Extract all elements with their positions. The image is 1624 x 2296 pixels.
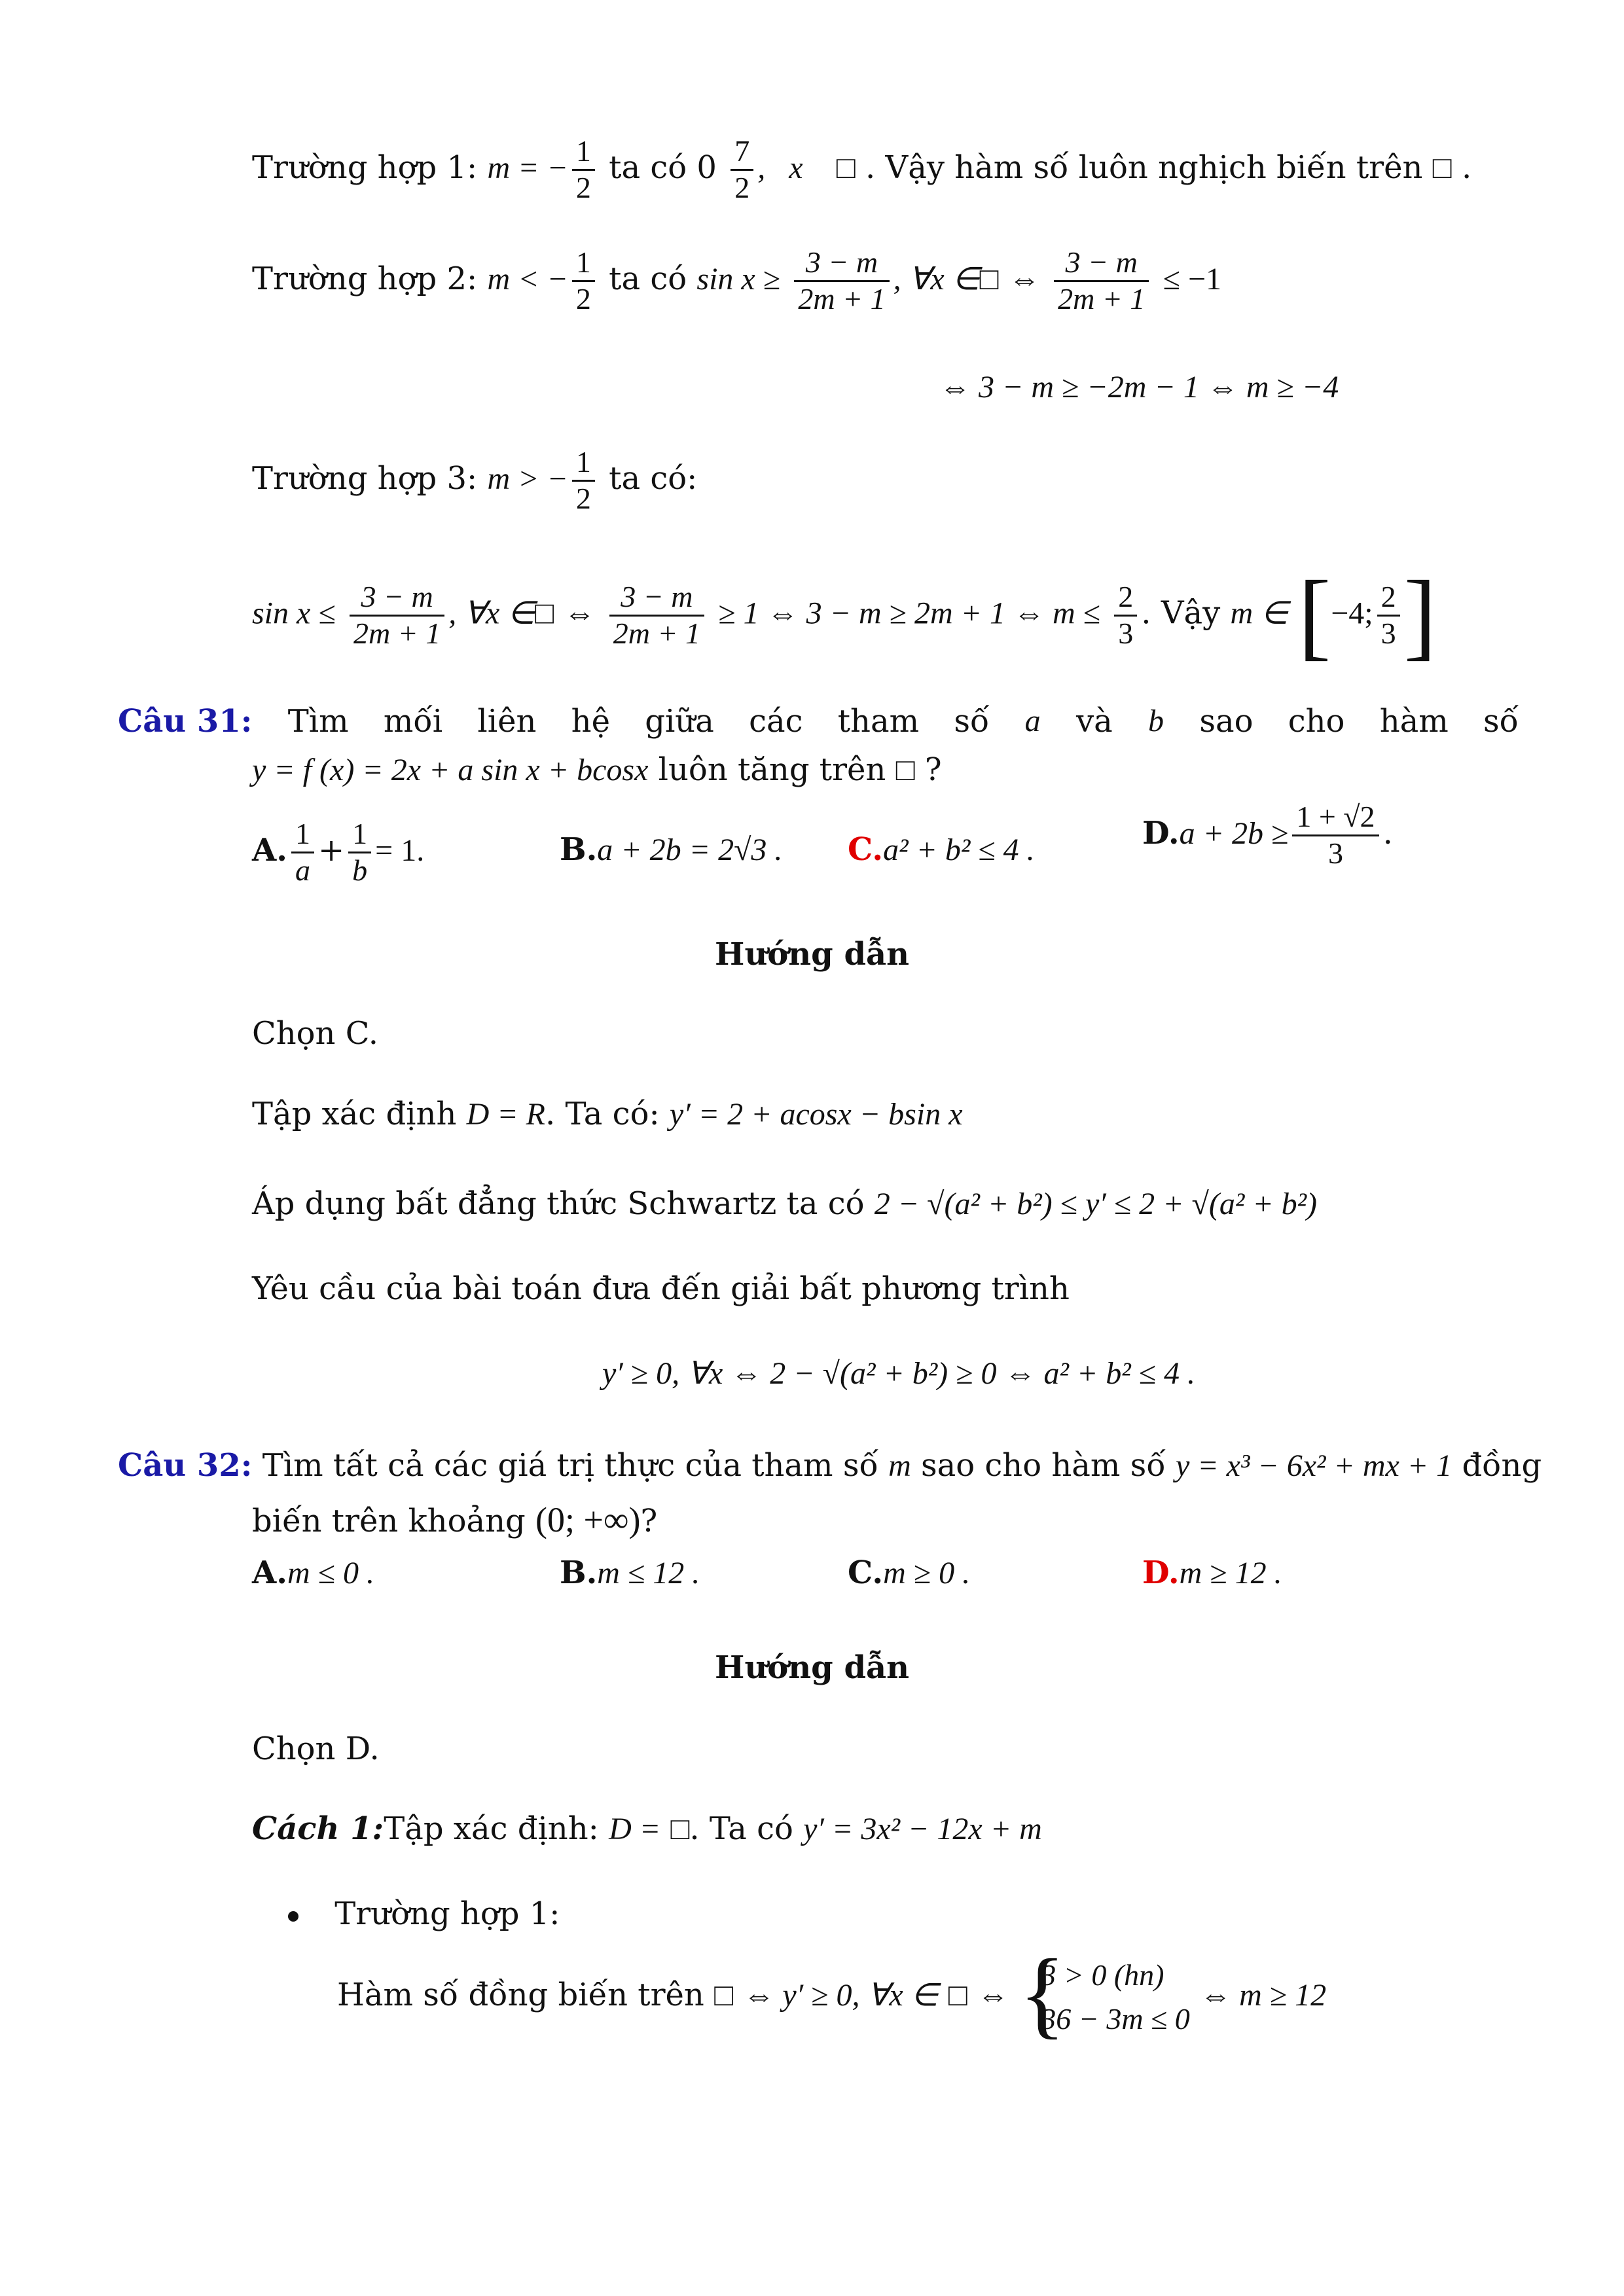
option-a-tail: = 1. (375, 833, 425, 868)
var-m: m (888, 1448, 911, 1483)
q32-text-2: sao cho hàm số (921, 1447, 1166, 1484)
option-d-text: m ≥ 12 . (1179, 1556, 1282, 1590)
q32-choose: Chọn D. (252, 1731, 380, 1767)
missing-glyph-icon: □ (836, 150, 856, 185)
case-1-tail-math: , x (757, 150, 827, 185)
q32-option-b[interactable] (560, 1554, 700, 1591)
word-va: và (1075, 703, 1113, 740)
case-3-line (252, 445, 697, 516)
case-3-mid: ta có: (609, 459, 698, 497)
q32-function: y = x³ − 6x² + mx + 1 (1175, 1448, 1453, 1483)
q31-option-d[interactable] (1142, 800, 1393, 871)
q32-bullet-line (288, 1895, 560, 1932)
statement-text: Hàm số đồng biến trên (337, 1977, 704, 2014)
equivalence: ⇔ (1008, 261, 1040, 296)
set-value: −4; (1331, 596, 1373, 631)
case-2-label: Trường hợp 2: (252, 260, 478, 297)
derivative-intro: . Ta có: (545, 1096, 660, 1132)
missing-glyph-icon: □ (979, 261, 999, 296)
bullet-text: Trường hợp 1: (334, 1895, 560, 1932)
q32-statement-line (337, 1939, 1327, 2048)
option-label: B. (560, 831, 598, 868)
question-31-line-1 (118, 703, 1519, 740)
option-label: A. (252, 831, 287, 869)
question-32-line-1 (118, 1447, 1542, 1484)
q31-option-a[interactable]: A. $\frac{1}{a}$ + $\frac{1}{b}$ = 1. (252, 817, 425, 887)
case-3-inequality: ≥ 1 ⇔ 3 − m ≥ 2m + 1 ⇔ m ≤ (718, 596, 1101, 631)
case-2-rhs: ≤ −1 (1163, 261, 1222, 296)
case-2-line-2: ⇔ 3 − m ≥ −2m − 1 ⇔ m ≥ −4 (939, 370, 1339, 404)
derivative-intro: . Ta có (689, 1810, 793, 1847)
forall: , ∀x ∈ (448, 596, 535, 631)
q31-text-2: sao cho hàm số (1199, 703, 1519, 740)
brace-icon: { (1019, 1939, 1066, 2048)
iff-1: ⇔ y′ ≥ 0, ∀x ∈ (743, 1978, 939, 2013)
option-b-text: a + 2b = 2√3 . (597, 833, 783, 867)
option-a-text: m ≤ 0 . (287, 1556, 374, 1590)
case-2-lhs: sin x ≥ (696, 261, 781, 296)
case-1-label: Trường hợp 1: (252, 149, 478, 186)
method-label: Cách 1: (252, 1810, 384, 1847)
option-label: D. (1142, 814, 1180, 852)
set-prefix: m ∈ (1230, 596, 1288, 631)
fraction: $\frac{2}{3}$ (1114, 580, 1137, 651)
case-3-lhs: sin x ≤ (252, 596, 336, 631)
case-2-mid: ta có (609, 260, 687, 297)
option-c-text: a² + b² ≤ 4 . (883, 833, 1035, 867)
fraction: $\frac{1}{2}$ (572, 134, 595, 206)
q31-guide-heading: Hướng dẫn (715, 936, 909, 973)
case-1-condition: m = − (487, 150, 568, 185)
fraction: $\frac{1}{2}$ (572, 245, 595, 317)
option-label: D. (1142, 1554, 1180, 1591)
result: ⇔ m ≥ 12 (1200, 1978, 1327, 2013)
derivative: y′ = 2 + acosx − bsin x (669, 1097, 963, 1132)
question-31-line-2 (252, 751, 942, 788)
case-1-mid: ta có 0 (609, 149, 717, 186)
derivative: y′ = 3x² − 12x + m (803, 1812, 1042, 1846)
question-32-line-2 (252, 1502, 657, 1537)
var-a: a (1024, 704, 1041, 738)
q32-option-c[interactable] (848, 1554, 970, 1591)
case-3-conclusion: . Vậy (1141, 594, 1221, 632)
fraction: $\frac{1 + √2}{3}$ (1292, 800, 1379, 871)
fraction: $\frac{3 - m}{2m + 1}$ (350, 580, 444, 651)
q32-guide-heading: Hướng dẫn (715, 1649, 909, 1686)
case-1-line (252, 134, 1471, 206)
schwartz-text: Áp dụng bất đẳng thức Schwartz ta có (252, 1185, 865, 1222)
equivalence: ⇔ (564, 596, 596, 631)
schwartz-math: 2 − √(a² + b²) ≤ y′ ≤ 2 + √(a² + b²) (874, 1187, 1317, 1221)
option-label: B. (560, 1554, 598, 1591)
domain-value: D = (609, 1812, 661, 1846)
question-mark: ? (924, 751, 942, 788)
q31-requirement: Yêu cầu của bài toán đưa đến giải bất phương trình (252, 1270, 1070, 1307)
option-label: C. (848, 831, 884, 868)
fraction: $\frac{2}{3}$ (1377, 580, 1400, 651)
case-1-tail: . Vậy hàm số luôn nghịch biến trên (865, 149, 1423, 186)
case-2-line (252, 245, 1221, 317)
fraction: $\frac{3 - m}{2m + 1}$ (1054, 245, 1149, 317)
q31-text-3: luôn tăng trên (658, 751, 886, 788)
fraction: $\frac{1}{b}$ (348, 817, 371, 888)
fraction: $\frac{1}{2}$ (572, 445, 595, 516)
option-d-pre: a + 2b ≥ (1179, 816, 1289, 851)
q32-option-d[interactable] (1142, 1554, 1282, 1591)
interval: (0; +∞) (535, 1500, 641, 1539)
option-c-text: m ≥ 0 . (883, 1556, 971, 1590)
q31-option-b[interactable] (560, 831, 782, 868)
q32-option-a[interactable] (252, 1554, 374, 1591)
option-b-text: m ≤ 12 . (597, 1556, 700, 1590)
period: . (1382, 814, 1393, 852)
bullet-icon (288, 1911, 298, 1922)
q31-final: y′ ≥ 0, ∀x ⇔ 2 − √(a² + b²) ≥ 0 ⇔ a² + b² ≤ 4 . (602, 1356, 1196, 1391)
equation-system (1019, 1939, 1190, 2048)
method-text: Tập xác định: (384, 1810, 599, 1847)
missing-glyph-icon: □ (670, 1812, 690, 1846)
q31-option-c[interactable] (848, 831, 1035, 868)
system-line-2: 36 − 3m ≤ 0 (1041, 2001, 1190, 2036)
missing-glyph-icon: □ (895, 753, 915, 787)
q32-method-line (252, 1810, 1042, 1847)
missing-glyph-icon: □ (714, 1978, 734, 2013)
q31-function: y = f (x) = 2x + a sin x + bcosx (252, 753, 649, 787)
q31-domain-line (252, 1098, 963, 1130)
case-3-math-line (252, 561, 1437, 670)
question-31-label: Câu 31: (118, 703, 253, 740)
var-b: b (1148, 704, 1164, 738)
missing-glyph-icon: □ (535, 596, 554, 631)
question-mark: ? (640, 1503, 658, 1539)
right-bracket-icon: ] (1403, 561, 1437, 670)
forall: , ∀x ∈ (893, 261, 980, 296)
question-32-label: Câu 32: (118, 1447, 253, 1484)
missing-glyph-icon: □ (948, 1978, 967, 2013)
q32-text-1: Tìm tất cả các giá trị thực của tham số (262, 1447, 878, 1484)
option-label: A. (252, 1554, 287, 1591)
case-2-condition: m < − (487, 261, 568, 296)
q31-text-1: Tìm mối liên hệ giữa các tham số (287, 703, 990, 740)
domain-label: Tập xác định (252, 1096, 457, 1132)
q32-line-2: biến trên khoảng (252, 1503, 526, 1539)
period: . (1461, 149, 1472, 186)
iff-2: ⇔ (977, 1978, 1009, 2013)
system-line-1: 3 > 0 (hn) (1041, 1958, 1164, 1992)
domain-value: D = R (466, 1097, 545, 1132)
fraction: $\frac{3 - m}{2m + 1}$ (609, 580, 704, 651)
left-bracket-icon: [ (1298, 561, 1331, 670)
option-label: C. (848, 1554, 884, 1591)
case-3-condition: m > − (487, 461, 568, 496)
missing-glyph-icon: □ (1432, 150, 1452, 185)
q31-schwartz-line (252, 1185, 1317, 1222)
case-3-label: Trường hợp 3: (252, 459, 478, 497)
q32-text-3: đồng (1462, 1447, 1542, 1484)
fraction: $\frac{3 - m}{2m + 1}$ (794, 245, 889, 317)
q31-choose: Chọn C. (252, 1015, 378, 1052)
fraction: $\frac{1}{a}$ (291, 817, 314, 888)
fraction: $\frac{7}{2}$ (731, 134, 753, 206)
